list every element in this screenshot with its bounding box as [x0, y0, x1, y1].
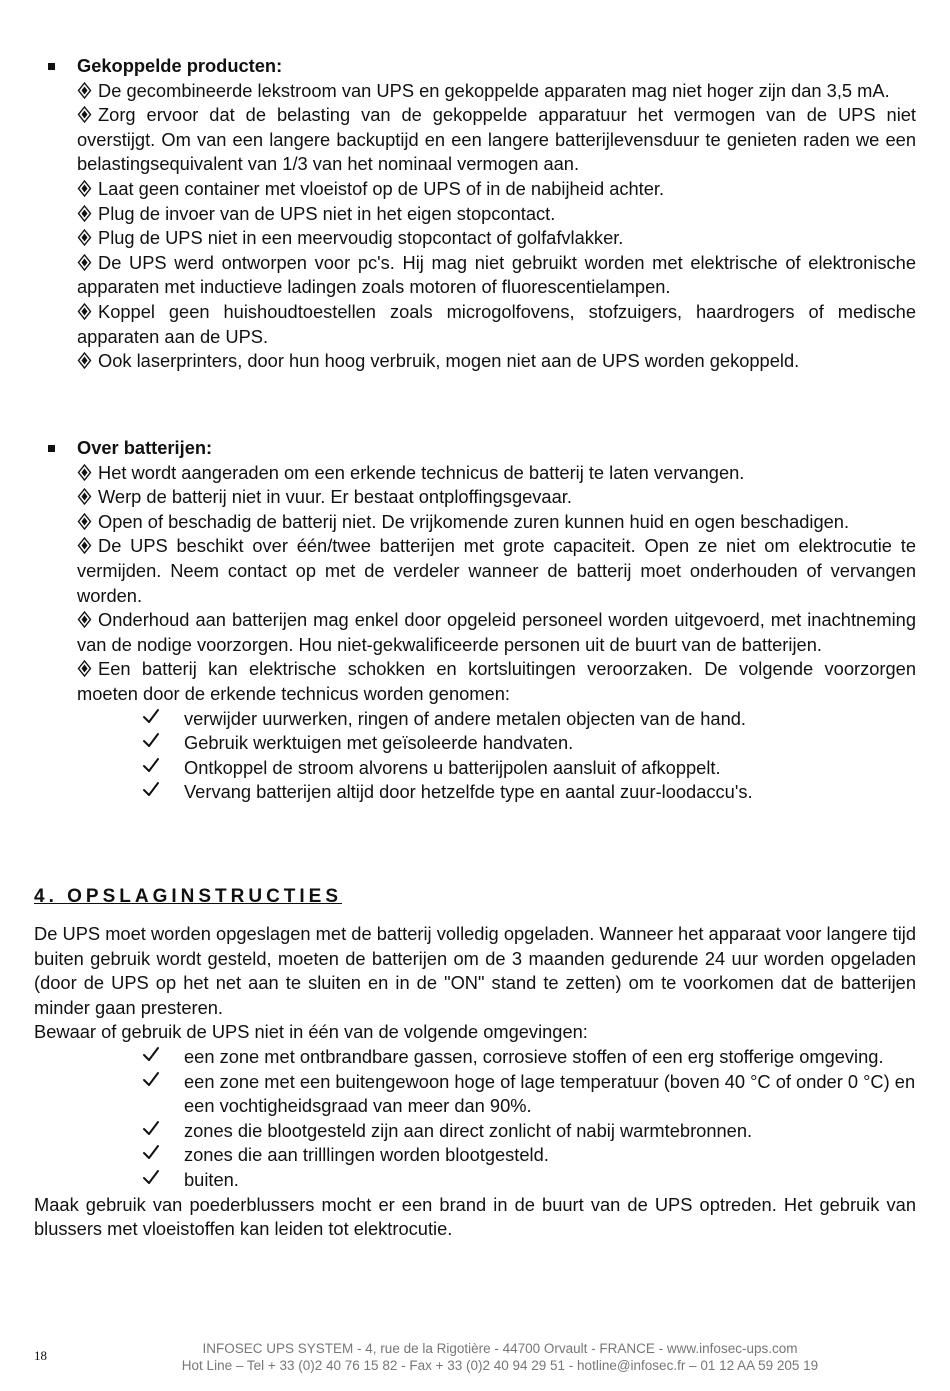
list-item [34, 300, 916, 349]
footer-address: INFOSEC UPS SYSTEM - 4, rue de la Rigotière - 44700 Orvault - FRANCE - www.infosec-ups.com [202, 1341, 798, 1356]
list-item [34, 79, 916, 104]
storage-environments-list [34, 1045, 916, 1193]
diamond-bullet-icon [77, 177, 98, 202]
diamond-bullet-icon [77, 485, 98, 510]
diamond-bullet-icon [77, 79, 98, 104]
diamond-bullet-icon [77, 349, 98, 374]
connected-products-title: Gekoppelde producten: [77, 55, 283, 76]
checkmark-icon [142, 1168, 160, 1193]
checkmark-icon [142, 1119, 160, 1144]
square-bullet-icon [48, 63, 55, 70]
square-bullet-icon [48, 445, 55, 452]
list-item [34, 657, 916, 706]
check-item [34, 780, 916, 805]
list-item-text: Open of beschadig de batterij niet. De vrijkomende zuren kunnen huid en ogen beschadigen. [98, 510, 850, 532]
connected-products-section [34, 54, 916, 374]
list-item-text: Plug de UPS niet in een meervoudig stopcontact of golfafvlakker. [98, 227, 624, 249]
list-item [34, 202, 916, 227]
list-item-text: Koppel geen huishoudtoestellen zoals microgolfovens, stofzuigers, haardrogers of medische apparaten aan de UPS. [77, 300, 916, 347]
checkmark-icon [142, 756, 160, 781]
check-item-text: buiten. [184, 1168, 239, 1190]
list-item [34, 510, 916, 535]
diamond-bullet-icon [77, 510, 98, 535]
page-footer [110, 1341, 890, 1374]
check-item-text: een zone met ontbrandbare gassen, corrosieve stoffen of een erg stofferige omgeving. [184, 1045, 884, 1067]
list-item-text: Een batterij kan elektrische schokken en kortsluitingen veroorzaken. De volgende voorzorgen moeten door de erkende technicus worden genomen: [77, 658, 916, 704]
list-item-text: Werp de batterij niet in vuur. Er bestaat ontploffingsgevaar. [98, 486, 572, 508]
batteries-section [34, 436, 916, 805]
list-item-text: De UPS werd ontworpen voor pc's. Hij mag niet gebruikt worden met elektrische of elektronische apparaten met inductieve ladingen zoals motoren of fluorescentielampen. [77, 251, 916, 298]
list-item [34, 349, 916, 374]
diamond-bullet-icon [77, 657, 98, 682]
footer-hotline: Hot Line – Tel + 33 (0)2 40 76 15 82 - Fax + 33 (0)2 40 94 29 51 - hotline@infosec.fr – 01 12 AA 59 205 19 [181, 1357, 819, 1373]
check-item-text: zones die blootgesteld zijn aan direct zonlicht of nabij warmtebronnen. [184, 1119, 753, 1141]
list-item [34, 485, 916, 510]
list-item [34, 461, 916, 486]
checkmark-icon [142, 1045, 160, 1070]
checkmark-icon [142, 707, 160, 732]
batteries-list [34, 461, 916, 707]
diamond-bullet-icon [77, 251, 98, 276]
check-item-text: Gebruik werktuigen met geïsoleerde handvaten. [184, 732, 574, 754]
list-item-text: Het wordt aangeraden om een erkende technicus de batterij te laten vervangen. [98, 461, 745, 483]
list-item [34, 177, 916, 202]
check-item [34, 731, 916, 756]
list-item-text: De gecombineerde lekstroom van UPS en gekoppelde apparaten mag niet hoger zijn dan 3,5 mA. [98, 79, 890, 101]
battery-precautions-list [34, 707, 916, 805]
check-item-text: Ontkoppel de stroom alvorens u batterijpolen aansluit of afkoppelt. [184, 756, 721, 778]
list-item [34, 608, 916, 657]
check-item [34, 1045, 916, 1070]
batteries-title: Over batterijen: [77, 437, 213, 458]
check-item [34, 707, 916, 732]
storage-heading: 4. OPSLAGINSTRUCTIES [34, 886, 343, 907]
diamond-bullet-icon [77, 300, 98, 325]
storage-paragraph-2: Bewaar of gebruik de UPS niet in één van de volgende omgevingen: [34, 1021, 588, 1043]
page-number: 18 [34, 1348, 47, 1363]
check-item [34, 1168, 916, 1193]
batteries-heading [34, 436, 916, 461]
checkmark-icon [142, 1070, 160, 1095]
list-item-text: Ook laserprinters, door hun hoog verbruik, mogen niet aan de UPS worden gekoppeld. [98, 350, 800, 372]
list-item-text: Laat geen container met vloeistof op de UPS of in de nabijheid achter. [98, 177, 665, 199]
check-item [34, 1143, 916, 1168]
checkmark-icon [142, 780, 160, 805]
diamond-bullet-icon [77, 534, 98, 559]
checkmark-icon [142, 1143, 160, 1168]
list-item [34, 226, 916, 251]
check-item-text: Vervang batterijen altijd door hetzelfde type en aantal zuur-loodaccu's. [184, 781, 753, 803]
diamond-bullet-icon [77, 103, 98, 128]
list-item [34, 103, 916, 177]
diamond-bullet-icon [77, 202, 98, 227]
list-item [34, 534, 916, 608]
diamond-bullet-icon [77, 226, 98, 251]
diamond-bullet-icon [77, 608, 98, 633]
list-item-text: De UPS beschikt over één/twee batterijen met grote capaciteit. Open ze niet om elektrocutie te vermijden. Neem contact op met de verdeler wanneer de batterij moet onderhouden of vervangen worden. [77, 535, 916, 606]
connected-products-list [34, 79, 916, 374]
check-item [34, 756, 916, 781]
storage-paragraph-1: De UPS moet worden opgeslagen met de batterij volledig opgeladen. Wanneer het apparaat voor langere tijd buiten gebruik wordt gesteld, moeten de batterijen om de 3 maanden gedurende 24 uur worden opgeladen (door de UPS op het net aan te sluiten en in de "ON" stand te zetten) om te voorkomen dat de batterijen minder gaan presteren. [34, 923, 916, 1018]
check-item-text: verwijder uurwerken, ringen of andere metalen objecten van de hand. [184, 707, 746, 729]
check-item-text: een zone met een buitengewoon hoge of lage temperatuur (boven 40 °C of onder 0 °C) en een vochtigheidsgraad van meer dan 90%. [184, 1070, 916, 1117]
check-item [34, 1070, 916, 1119]
list-item-text: Zorg ervoor dat de belasting van de gekoppelde apparatuur het vermogen van de UPS niet overstijgt. Om van een langere backuptijd en een langere batterijlevensduur te genieten raden we een belastingsequivalent van 1/3 van het nominaal vermogen aan. [77, 104, 916, 175]
checkmark-icon [142, 731, 160, 756]
storage-paragraph-3: Maak gebruik van poederblussers mocht er een brand in de buurt van de UPS optreden. Het gebruik van blussers met vloeistoffen kan leiden tot elektrocutie. [34, 1193, 916, 1240]
storage-section [34, 922, 916, 1242]
diamond-bullet-icon [77, 461, 98, 486]
list-item-text: Onderhoud aan batterijen mag enkel door opgeleid personeel worden uitgevoerd, met inachtneming van de nodige voorzorgen. Hou niet-gekwalificeerde personen uit de buurt van de batterijen. [77, 609, 916, 655]
list-item [34, 251, 916, 300]
list-item-text: Plug de invoer van de UPS niet in het eigen stopcontact. [98, 202, 556, 224]
connected-products-heading [34, 54, 916, 79]
check-item [34, 1119, 916, 1144]
check-item-text: zones die aan trilllingen worden blootgesteld. [184, 1144, 549, 1166]
